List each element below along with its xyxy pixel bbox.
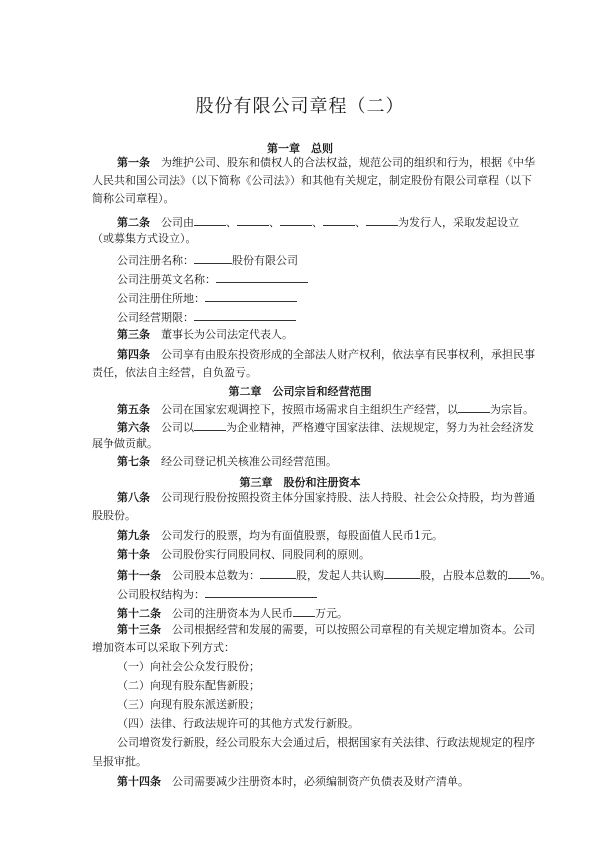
article-2-sep: 、	[226, 216, 237, 229]
blank-field[interactable]	[384, 567, 420, 579]
article-12-label: 第十二条	[117, 607, 161, 620]
article-13-text: 公司根据经营和发展的需要，可以按照公司章程的有关规定增加资本。公司	[172, 623, 535, 636]
article-2-sep: 、	[269, 216, 280, 229]
blank-field[interactable]	[293, 605, 315, 617]
article-2-text-b: 为发行人，采取发起设立	[398, 216, 519, 229]
company-en-name-row	[117, 271, 308, 287]
article-11-label: 第十一条	[117, 569, 161, 582]
chapter-3-heading: 第三章 股份和注册资本	[239, 476, 361, 489]
article-2-line-2: （或募集方式设立）。	[92, 232, 197, 245]
article-6-text-a: 公司以	[161, 421, 194, 434]
company-address-row	[117, 290, 297, 306]
blank-field[interactable]	[280, 214, 312, 226]
article-5-text-a: 公司在国家宏观调控下，按照市场需求自主组织生产经营，以	[161, 403, 458, 416]
equity-structure-field[interactable]	[205, 586, 317, 598]
blank-field[interactable]	[366, 214, 398, 226]
equity-structure-row	[117, 586, 317, 602]
article-2-label: 第二条	[117, 216, 150, 229]
article-12-text-b: 万元。	[315, 607, 348, 620]
article-3-text: 董事长为公司法定代表人。	[161, 328, 293, 341]
article-8-text: 公司现行股份按照投资主体分国家持股、法人持股、社会公众持股，均为普通	[161, 491, 535, 504]
article-11-text-c: 股，占股本总数的	[420, 569, 508, 582]
article-2-sep: 、	[355, 216, 366, 229]
article-13-line-2: 增加资本可以采取下列方式：	[92, 641, 235, 654]
article-5-label: 第五条	[117, 403, 150, 416]
company-term-field[interactable]	[194, 309, 296, 321]
article-10-label: 第十条	[117, 548, 150, 561]
article-12-text-a: 公司的注册资本为人民币	[172, 607, 293, 620]
article-11-text-b: 股，发起人共认购	[296, 569, 384, 582]
company-name-suffix: 股份有限公司	[232, 254, 298, 267]
article-11-text-a: 公司股本总数为：	[172, 569, 260, 582]
article-7-text: 经公司登记机关核准公司经营范围。	[161, 455, 337, 468]
article-8-line-1	[117, 491, 535, 505]
article-14-text: 公司需要减少注册资本时，必须编制资产负债表及财产清单。	[172, 775, 469, 788]
company-name-row	[117, 252, 298, 268]
article-10	[117, 548, 370, 562]
article-13-item-3: （三）向现有股东派送新股；	[117, 698, 260, 711]
article-4-text: 公司享有由股东投资形成的全部法人财产权利，依法享有民事权利，承担民事	[161, 348, 535, 361]
document-title: 股份有限公司章程（二）	[195, 96, 405, 117]
article-6-line-1	[117, 419, 534, 435]
article-1-label: 第一条	[117, 156, 150, 169]
blank-field[interactable]	[237, 214, 269, 226]
company-address-label: 公司注册住所地：	[117, 292, 205, 305]
article-7-label: 第七条	[117, 455, 150, 468]
article-13-label: 第十三条	[117, 623, 161, 636]
article-4-line-1	[117, 348, 535, 362]
equity-structure-label: 公司股权结构为：	[117, 588, 205, 601]
article-7	[117, 455, 337, 469]
article-2-text-a: 公司由	[161, 216, 194, 229]
article-2-line-1	[117, 214, 519, 230]
article-8-label: 第八条	[117, 491, 150, 504]
article-1-text: 为维护公司、股东和债权人的合法权益，规范公司的组织和行为，根据《中华	[161, 156, 535, 169]
article-12	[117, 605, 348, 621]
article-8-line-2: 股股份。	[92, 509, 136, 522]
blank-field[interactable]	[194, 419, 226, 431]
company-term-label: 公司经营期限：	[117, 311, 194, 324]
chapter-2-heading: 第二章 公司宗旨和经营范围	[228, 385, 372, 398]
article-1-line-3: 简称公司章程）。	[92, 192, 175, 205]
blank-field[interactable]	[194, 214, 226, 226]
article-6-label: 第六条	[117, 421, 150, 434]
blank-field[interactable]	[508, 567, 530, 579]
article-9-text: 公司发行的股票，均为有面值股票，每股面值人民币1元。	[161, 529, 443, 542]
article-4-line-2: 责任，依法自主经营，自负盈亏。	[92, 366, 257, 379]
article-5-text-b: 为宗旨。	[490, 403, 534, 416]
article-14	[117, 775, 469, 789]
article-13-item-4: （四）法律、行政法规许可的其他方式发行新股。	[117, 717, 359, 730]
company-term-row	[117, 309, 296, 325]
article-1-line-2: 人民共和国公司法》（以下简称《公司法》）和其他有关规定，制定股份有限公司章程（以下	[92, 174, 532, 187]
article-9	[117, 529, 443, 543]
company-en-name-field[interactable]	[216, 271, 308, 283]
company-en-name-label: 公司注册英文名称：	[117, 273, 216, 286]
article-5	[117, 401, 534, 417]
article-3-label: 第三条	[117, 328, 150, 341]
article-9-label: 第九条	[117, 529, 150, 542]
article-13-line-1	[117, 623, 535, 637]
article-2-sep: 、	[312, 216, 323, 229]
article-6-line-2: 展争做贡献。	[92, 437, 158, 450]
article-1-line-1	[117, 156, 535, 170]
article-10-text: 公司股份实行同股同权、同股同利的原则。	[161, 548, 370, 561]
article-6-text-b: 为企业精神，严格遵守国家法律、法规规定，努力为社会经济发	[226, 421, 534, 434]
blank-field[interactable]	[260, 567, 296, 579]
article-11-text-d: %。	[530, 569, 552, 582]
blank-field[interactable]	[458, 401, 490, 413]
article-3	[117, 328, 293, 342]
article-14-label: 第十四条	[117, 775, 161, 788]
article-13-para-2-line-2: 呈报审批。	[92, 755, 147, 768]
blank-field[interactable]	[323, 214, 355, 226]
company-address-field[interactable]	[205, 290, 297, 302]
company-name-label: 公司注册名称：	[117, 254, 194, 267]
article-4-label: 第四条	[117, 348, 150, 361]
article-11	[117, 567, 551, 583]
chapter-1-heading: 第一章 总则	[267, 142, 333, 155]
article-13-item-1: （一）向社会公众发行股份；	[117, 660, 260, 673]
article-13-item-2: （二）向现有股东配售新股；	[117, 679, 260, 692]
article-13-para-2-line-1: 公司增资发行新股，经公司股东大会通过后，根据国家有关法律、行政法规规定的程序	[117, 736, 535, 749]
company-name-field[interactable]	[194, 252, 232, 264]
